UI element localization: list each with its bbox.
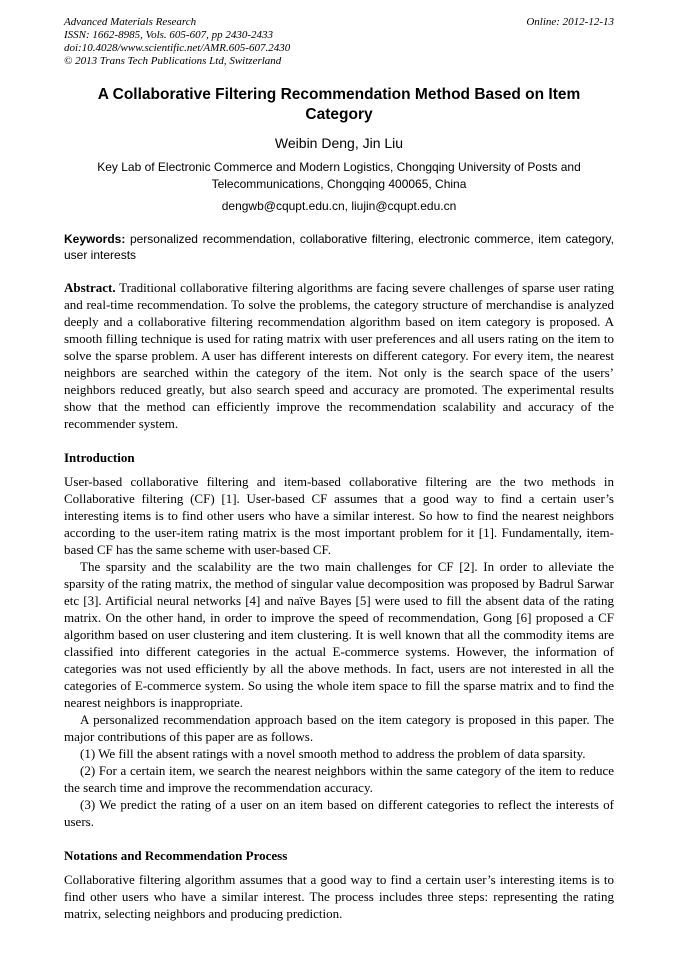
introduction-section bbox=[64, 449, 614, 830]
abstract-label: Abstract. bbox=[64, 280, 116, 295]
author-emails: dengwb@cqupt.edu.cn, liujin@cqupt.edu.cn bbox=[221, 199, 457, 213]
journal-doi: doi:10.4028/www.scientific.net/AMR.605-607.2430 bbox=[64, 42, 291, 54]
intro-paragraph: The sparsity and the scalability are the two main challenges for CF [2]. In order to alleviate the sparsity of the rating matrix, the method of singular value decomposition was proposed by Badrul Sarwar etc [3]. Artificial neural networks [4] and naïve Bayes [5] were used to fill the absent data of the rating matrix. On the other hand, in order to improve the speed of recommendation, Gong [6] proposed a CF algorithm based on user clustering and item clustering. It is well known that all the commodity items are classified into different categories in the actual E-commerce systems. However, the information of categories was not used efficiently by all the above methods. In fact, users are not interested in all the categories of E-commerce system. So using the whole item space to fill the sparse matrix and to find the nearest neighbors is inappropriate. bbox=[64, 559, 614, 710]
contribution-item: (3) We predict the rating of a user on an item based on different categories to reflect the interests of users. bbox=[64, 797, 614, 829]
contribution-item: (1) We fill the absent ratings with a novel smooth method to address the problem of data sparsity. bbox=[80, 746, 586, 761]
journal-header bbox=[64, 16, 614, 68]
paper-page bbox=[64, 16, 614, 922]
contribution-item: (2) For a certain item, we search the nearest neighbors within the same category of the item to reduce the search time and improve the recommendation accuracy. bbox=[64, 763, 614, 795]
paper-authors: Weibin Deng, Jin Liu bbox=[274, 135, 404, 151]
keywords-label: Keywords: bbox=[64, 232, 126, 246]
notations-paragraph: Collaborative filtering algorithm assumes that a good way to find a certain user’s interesting items is to find other users who have a similar interest. The process includes three steps: representing the rating matrix, selecting neighbors and producing prediction. bbox=[64, 872, 614, 921]
journal-name: Advanced Materials Research bbox=[64, 16, 197, 28]
notations-heading: Notations and Recommendation Process bbox=[64, 848, 288, 863]
online-date: Online: 2012-12-13 bbox=[526, 16, 614, 28]
abstract bbox=[64, 279, 614, 432]
intro-paragraph: A personalized recommendation approach based on the item category is proposed in this paper. The major contributions of this paper are as follows. bbox=[64, 712, 614, 744]
paper-title: A Collaborative Filtering Recommendation Method Based on Item Category bbox=[97, 86, 581, 123]
keywords-text: personalized recommendation, collaborative filtering, electronic commerce, item category, user interests bbox=[64, 232, 614, 262]
introduction-heading: Introduction bbox=[64, 450, 135, 465]
notations-section bbox=[64, 847, 614, 922]
journal-copyright: © 2013 Trans Tech Publications Ltd, Switzerland bbox=[64, 55, 282, 67]
abstract-text: Traditional collaborative filtering algorithms are facing severe challenges of sparse user rating and real-time recommendation. To solve the problems, the category structure of merchandise is analyzed deeply and a collaborative filtering recommendation algorithm based on item category is proposed. A smooth filling technique is used for rating matrix with user preferences and all users rating on the item to solve the sparse problem. A user has different interests on different category. For every item, the nearest neighbors are searched within the category of the item. Not only is the search space of the users’ neighbors reduced greatly, but also search speed and accuracy are promoted. The experimental results show that the method can efficiently improve the recommendation scalability and accuracy of the recommender system. bbox=[64, 280, 614, 431]
intro-paragraph: User-based collaborative filtering and item-based collaborative filtering are the two methods in Collaborative filtering (CF) [1]. User-based CF assumes that a good way to find a certain user’s interesting items is to find other users who have a similar interest. So how to find the nearest neighbors according to the user-item rating matrix is the most important problem for it [1]. Fundamentally, item-based CF has the same scheme with user-based CF. bbox=[64, 474, 614, 557]
keywords bbox=[64, 231, 614, 263]
author-affiliation: Key Lab of Electronic Commerce and Modern Logistics, Chongqing University of Posts and Telecommunications, Chongqing 400065, China bbox=[97, 160, 581, 191]
journal-issn: ISSN: 1662-8985, Vols. 605-607, pp 2430-2433 bbox=[64, 29, 273, 41]
